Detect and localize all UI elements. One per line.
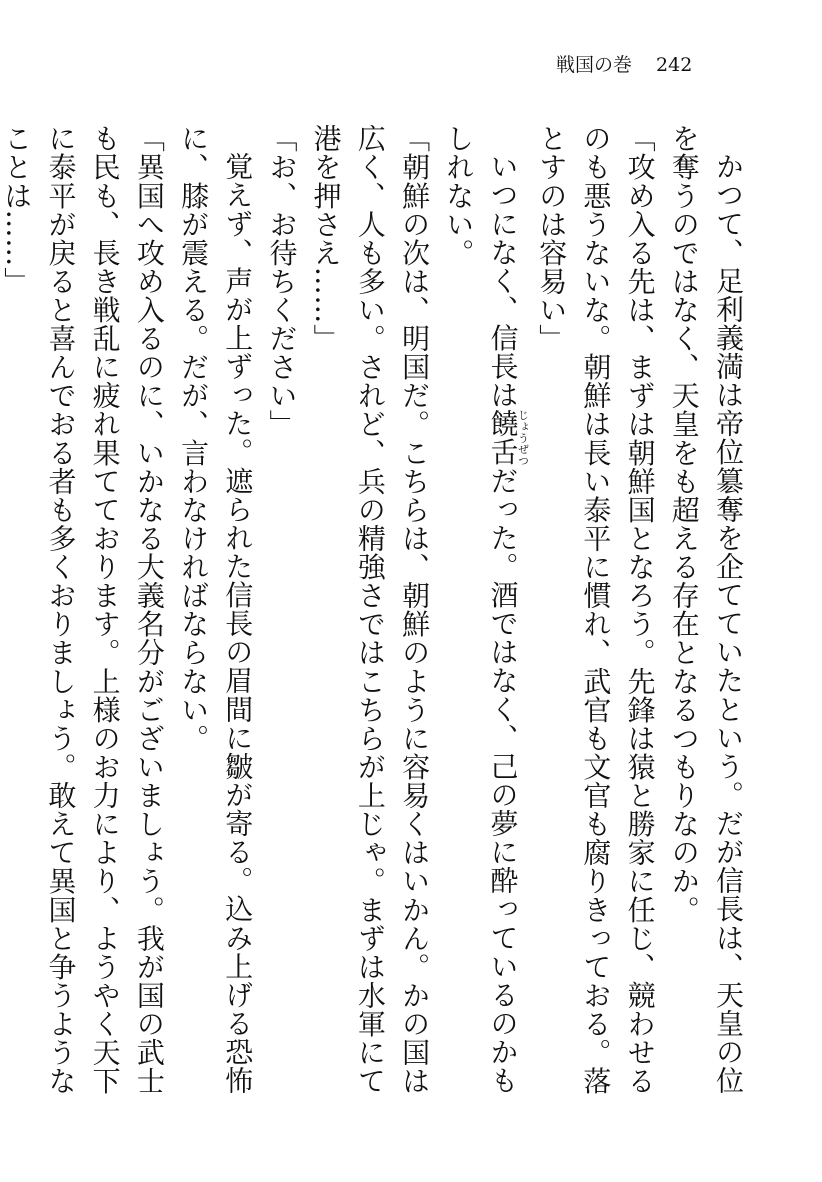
chapter-title: 戦国の巻 [556,54,633,76]
paragraph-4: 「朝鮮の次は、明国だ。こちらは、朝鮮のように容易くはいかん。かの国は広く、人も多い。されど、兵の精強さではこちらが上じゃ。まずは水軍にて港を押さえ……」 [309,124,432,1096]
paragraph-7: 「異国へ攻め入るのに、いかなる大義名分がございましょう。我が国の武士も民も、長き戦乱に疲れ果てております。上様のお力により、ようやく天下に泰平が戻ると喜んでおる者も多くおりましょう。敢えて異国と争うようなことは……」 [0,124,166,1096]
ruby-reading: じょうぜつ [516,409,530,467]
paragraph-1: かつて、足利義満は帝位簒奪を企てていたという。だが信長は、天皇の位を奪うのではなく、天皇をも超える存在となるつもりなのか。 [667,124,745,1095]
page-header [556,50,692,77]
paragraph-2: 「攻め入る先は、まずは朝鮮国となろう。先鋒は猿と勝家に任じ、競わせるのも悪うないな。朝鮮は長い泰平に慣れ、武官も文官も腐りきっておる。落とすのは容易い」 [535,124,657,1096]
page-number: 242 [656,54,693,76]
paragraph-3-before: いつになく、信長は [486,152,520,410]
paragraph-3-after: だった。酒ではなく、己の夢に酔っているのかもしれない。 [442,124,520,1095]
paragraph-5: 「お、お待ちください」 [265,124,299,439]
ruby-base: 饒舌 [486,409,520,467]
body-text [0,124,750,1104]
paragraph-3 [436,124,529,1104]
paragraph-6: 覚えず、声が上ずった。遮られた信長の眉間に皺が寄る。込み上げる恐怖に、膝が震える。だが、言わなければならない。 [177,124,255,1095]
ruby-word [486,409,530,467]
